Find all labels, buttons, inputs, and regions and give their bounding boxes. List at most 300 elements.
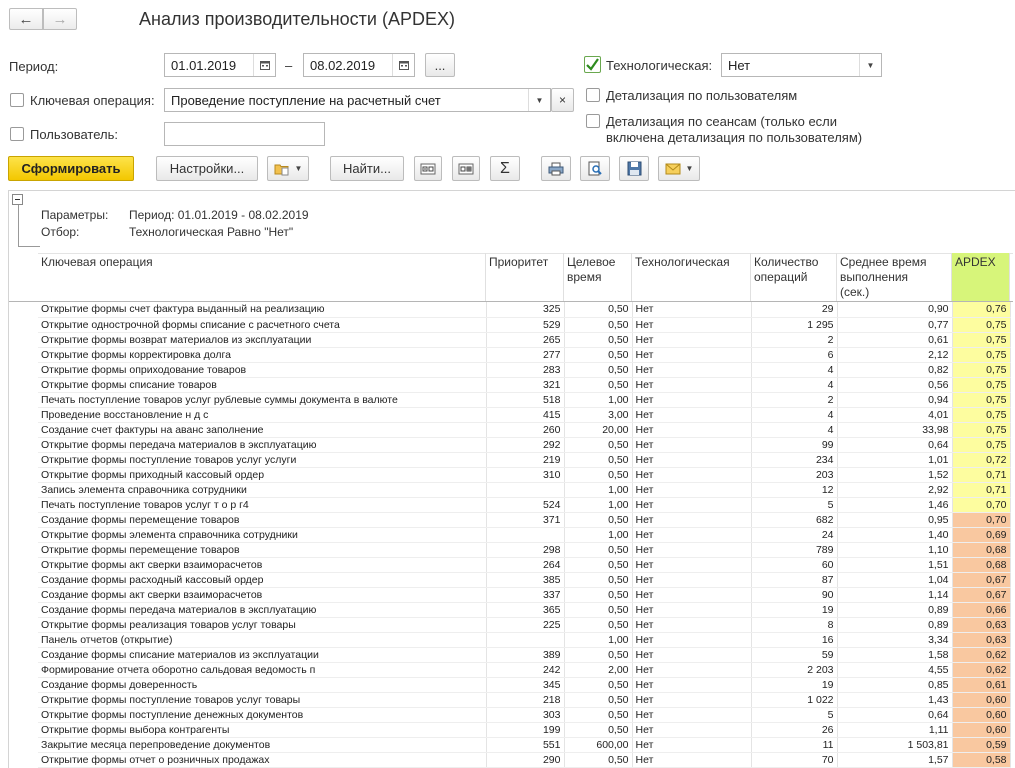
cell-avg: 0,77	[837, 317, 952, 332]
send-email-button[interactable]: ▼	[658, 156, 700, 181]
cell-operation: Создание формы расходный кассовый ордер	[38, 572, 486, 587]
cell-priority	[486, 482, 564, 497]
cell-count: 60	[751, 557, 837, 572]
key-op-checkbox[interactable]	[10, 93, 24, 107]
table-row[interactable]	[38, 692, 1010, 707]
cell-priority: 389	[486, 647, 564, 662]
cell-target: 1,00	[564, 497, 632, 512]
user-field[interactable]	[164, 122, 325, 146]
cell-apdex: 0,75	[952, 362, 1010, 377]
cell-priority: 225	[486, 617, 564, 632]
table-row[interactable]	[38, 332, 1010, 347]
cell-tech: Нет	[632, 497, 751, 512]
cell-apdex: 0,75	[952, 407, 1010, 422]
cell-count: 90	[751, 587, 837, 602]
cell-operation: Открытие формы передача материалов в эксплуатацию	[38, 437, 486, 452]
group-expand-icon	[458, 162, 474, 176]
cell-operation: Открытие формы поступление денежных документов	[38, 707, 486, 722]
detail-users-label: Детализация по пользователям	[606, 88, 798, 103]
report-area[interactable]	[8, 190, 1015, 768]
cell-tech: Нет	[632, 362, 751, 377]
cell-operation: Открытие формы приходный кассовый ордер	[38, 467, 486, 482]
table-row[interactable]	[38, 752, 1010, 767]
table-row[interactable]	[38, 302, 1010, 317]
cell-apdex: 0,68	[952, 557, 1010, 572]
cell-avg: 0,61	[837, 332, 952, 347]
col-header-count[interactable]: Количество операций	[751, 253, 837, 302]
col-header-tech[interactable]: Технологическая	[632, 253, 751, 302]
detail-users-checkbox[interactable]	[586, 88, 600, 102]
cell-priority: 298	[486, 542, 564, 557]
cell-tech: Нет	[632, 377, 751, 392]
cell-tech: Нет	[632, 467, 751, 482]
cell-tech: Нет	[632, 587, 751, 602]
key-op-label: Ключевая операция:	[30, 93, 155, 108]
table-row[interactable]	[38, 527, 1010, 542]
cell-operation: Открытие формы поступление товаров услуг товары	[38, 692, 486, 707]
table-row[interactable]	[38, 587, 1010, 602]
cell-target: 0,50	[564, 707, 632, 722]
cell-avg: 0,64	[837, 707, 952, 722]
cell-avg: 4,55	[837, 662, 952, 677]
forward-button[interactable]	[43, 8, 77, 30]
group-collapse-icon	[420, 162, 436, 176]
cell-apdex: 0,71	[952, 467, 1010, 482]
cell-operation: Открытие формы оприходование товаров	[38, 362, 486, 377]
cell-operation: Печать поступление товаров услуг рублевые суммы документа в валюте	[38, 392, 486, 407]
cell-tech: Нет	[632, 482, 751, 497]
back-button[interactable]	[9, 8, 43, 30]
cell-target: 0,50	[564, 317, 632, 332]
cell-count: 1 022	[751, 692, 837, 707]
cell-priority: 518	[486, 392, 564, 407]
cell-apdex: 0,60	[952, 707, 1010, 722]
cell-priority: 292	[486, 437, 564, 452]
table-row[interactable]	[38, 662, 1010, 677]
cell-tech: Нет	[632, 737, 751, 752]
cell-tech: Нет	[632, 347, 751, 362]
cell-operation: Открытие формы поступление товаров услуг услуги	[38, 452, 486, 467]
cell-target: 0,50	[564, 467, 632, 482]
cell-count: 4	[751, 362, 837, 377]
variants-dropdown-button[interactable]: ▼	[267, 156, 309, 181]
arrow-right-icon: →	[52, 10, 68, 28]
cell-priority: 337	[486, 587, 564, 602]
cell-tech: Нет	[632, 407, 751, 422]
save-button[interactable]	[619, 156, 649, 181]
col-header-operation[interactable]: Ключевая операция	[38, 253, 486, 302]
period-from-value: 01.01.2019	[171, 58, 237, 73]
cell-target: 0,50	[564, 572, 632, 587]
cell-apdex: 0,72	[952, 452, 1010, 467]
cell-tech: Нет	[632, 617, 751, 632]
cell-tech: Нет	[632, 317, 751, 332]
col-header-priority[interactable]: Приоритет	[486, 253, 564, 302]
cell-count: 29	[751, 302, 837, 317]
cell-tech: Нет	[632, 662, 751, 677]
cell-count: 4	[751, 422, 837, 437]
key-op-field[interactable]: Проведение поступление на расчетный счет ▼	[164, 88, 551, 112]
cell-apdex: 0,70	[952, 497, 1010, 512]
cell-tech: Нет	[632, 302, 751, 317]
table-row[interactable]	[38, 557, 1010, 572]
cell-avg: 4,01	[837, 407, 952, 422]
cell-tech: Нет	[632, 632, 751, 647]
table-row[interactable]	[38, 632, 1010, 647]
cell-operation: Запись элемента справочника сотрудники	[38, 482, 486, 497]
cell-avg: 0,89	[837, 602, 952, 617]
cell-priority: 385	[486, 572, 564, 587]
preview-button[interactable]	[580, 156, 610, 181]
cell-apdex: 0,67	[952, 587, 1010, 602]
cell-operation: Открытие формы выбора контрагенты	[38, 722, 486, 737]
print-button[interactable]	[541, 156, 571, 181]
tech-select[interactable]: Нет ▼	[721, 53, 882, 77]
cell-apdex: 0,69	[952, 527, 1010, 542]
report-table	[38, 302, 1011, 768]
table-row[interactable]	[38, 347, 1010, 362]
cell-tech: Нет	[632, 602, 751, 617]
preview-icon	[587, 161, 603, 176]
cell-count: 2	[751, 392, 837, 407]
col-header-target[interactable]: Целевое время	[564, 253, 632, 302]
cell-avg: 0,64	[837, 437, 952, 452]
page-title: Анализ производительности (APDEX)	[139, 9, 455, 29]
sigma-icon: Σ	[500, 159, 510, 177]
cell-tech: Нет	[632, 392, 751, 407]
cell-count: 19	[751, 677, 837, 692]
table-row[interactable]	[38, 647, 1010, 662]
cell-target: 0,50	[564, 302, 632, 317]
cell-target: 0,50	[564, 557, 632, 572]
cell-priority: 277	[486, 347, 564, 362]
cell-avg: 1,58	[837, 647, 952, 662]
cell-apdex: 0,70	[952, 512, 1010, 527]
table-row[interactable]	[38, 707, 1010, 722]
cell-tech: Нет	[632, 512, 751, 527]
table-row[interactable]	[38, 437, 1010, 452]
cell-priority: 321	[486, 377, 564, 392]
cell-target: 0,50	[564, 362, 632, 377]
cell-tech: Нет	[632, 542, 751, 557]
expand-groups-button[interactable]	[452, 156, 480, 181]
printer-icon	[548, 162, 564, 176]
cell-target: 3,00	[564, 407, 632, 422]
generate-button[interactable]: Сформировать	[8, 156, 134, 181]
col-header-apdex[interactable]: APDEX	[952, 253, 1010, 302]
params-value: Период: 01.01.2019 - 08.02.2019	[129, 208, 309, 222]
find-button[interactable]: Найти...	[330, 156, 404, 181]
close-icon: ×	[558, 93, 566, 107]
cell-count: 70	[751, 752, 837, 767]
cell-operation: Открытие формы корректировка долга	[38, 347, 486, 362]
cell-priority: 199	[486, 722, 564, 737]
cell-avg: 3,34	[837, 632, 952, 647]
cell-avg: 33,98	[837, 422, 952, 437]
detail-sessions-label-line2: включена детализация по пользователям)	[606, 130, 863, 145]
table-row[interactable]	[38, 722, 1010, 737]
cell-count: 1 295	[751, 317, 837, 332]
collapse-toggle[interactable]	[12, 194, 23, 205]
collapse-groups-button[interactable]	[414, 156, 442, 181]
cell-operation: Печать поступление товаров услуг т о р г4	[38, 497, 486, 512]
tech-checkbox[interactable]	[584, 56, 601, 73]
table-row[interactable]	[38, 617, 1010, 632]
cell-target: 0,50	[564, 647, 632, 662]
cell-avg: 0,95	[837, 512, 952, 527]
cell-target: 0,50	[564, 722, 632, 737]
period-label: Период:	[9, 59, 59, 74]
cell-target: 20,00	[564, 422, 632, 437]
cell-priority: 260	[486, 422, 564, 437]
table-row[interactable]	[38, 377, 1010, 392]
cell-operation: Открытие формы списание товаров	[38, 377, 486, 392]
sum-button[interactable]	[490, 156, 520, 181]
cell-tech: Нет	[632, 707, 751, 722]
table-row[interactable]	[38, 602, 1010, 617]
cell-avg: 0,94	[837, 392, 952, 407]
cell-avg: 1,04	[837, 572, 952, 587]
cell-count: 87	[751, 572, 837, 587]
cell-tech: Нет	[632, 437, 751, 452]
cell-target: 0,50	[564, 332, 632, 347]
table-row[interactable]	[38, 317, 1010, 332]
cell-priority: 524	[486, 497, 564, 512]
cell-count: 19	[751, 602, 837, 617]
table-row[interactable]	[38, 542, 1010, 557]
user-label: Пользователь:	[30, 127, 118, 142]
cell-priority: 365	[486, 602, 564, 617]
cell-priority: 242	[486, 662, 564, 677]
cell-operation: Открытие формы счет фактура выданный на реализацию	[38, 302, 486, 317]
cell-avg: 1,14	[837, 587, 952, 602]
cell-operation: Открытие формы акт сверки взаиморасчетов	[38, 557, 486, 572]
cell-apdex: 0,63	[952, 617, 1010, 632]
cell-avg: 1,43	[837, 692, 952, 707]
tech-label: Технологическая:	[606, 58, 713, 73]
cell-operation: Открытие формы элемента справочника сотрудники	[38, 527, 486, 542]
params-label: Параметры:	[41, 208, 109, 222]
cell-avg: 1,10	[837, 542, 952, 557]
cell-target: 0,50	[564, 677, 632, 692]
cell-count: 4	[751, 377, 837, 392]
cell-operation: Открытие формы перемещение товаров	[38, 542, 486, 557]
cell-priority: 290	[486, 752, 564, 767]
cell-apdex: 0,76	[952, 302, 1010, 317]
key-op-clear-button[interactable]	[551, 88, 574, 112]
tree-line	[18, 205, 19, 247]
cell-target: 0,50	[564, 437, 632, 452]
cell-operation: Создание формы списание материалов из эксплуатации	[38, 647, 486, 662]
cell-apdex: 0,68	[952, 542, 1010, 557]
settings-button[interactable]: Настройки...	[156, 156, 258, 181]
cell-count: 4	[751, 407, 837, 422]
period-from-field[interactable]	[164, 53, 276, 77]
cell-count: 99	[751, 437, 837, 452]
cell-count: 2 203	[751, 662, 837, 677]
cell-operation: Открытие формы отчет о розничных продажах	[38, 752, 486, 767]
cell-target: 1,00	[564, 527, 632, 542]
calendar-icon[interactable]	[253, 54, 275, 76]
table-row[interactable]	[38, 362, 1010, 377]
cell-target: 0,50	[564, 542, 632, 557]
cell-tech: Нет	[632, 677, 751, 692]
cell-priority: 218	[486, 692, 564, 707]
cell-operation: Формирование отчета оборотно сальдовая ведомость п	[38, 662, 486, 677]
cell-avg: 1,57	[837, 752, 952, 767]
cell-tech: Нет	[632, 752, 751, 767]
cell-avg: 2,12	[837, 347, 952, 362]
period-dash: –	[285, 58, 293, 73]
cell-target: 0,50	[564, 347, 632, 362]
table-row[interactable]	[38, 482, 1010, 497]
cell-apdex: 0,60	[952, 692, 1010, 707]
col-header-avg[interactable]: Среднее время выполнения (сек.)	[837, 253, 952, 302]
cell-avg: 1 503,81	[837, 737, 952, 752]
cell-target: 1,00	[564, 392, 632, 407]
table-row[interactable]	[38, 407, 1010, 422]
cell-count: 8	[751, 617, 837, 632]
cell-avg: 0,85	[837, 677, 952, 692]
cell-avg: 1,11	[837, 722, 952, 737]
cell-apdex: 0,61	[952, 677, 1010, 692]
cell-tech: Нет	[632, 557, 751, 572]
cell-avg: 0,89	[837, 617, 952, 632]
cell-target: 2,00	[564, 662, 632, 677]
cell-count: 5	[751, 707, 837, 722]
cell-tech: Нет	[632, 422, 751, 437]
cell-tech: Нет	[632, 722, 751, 737]
cell-target: 0,50	[564, 587, 632, 602]
calendar-icon[interactable]	[392, 54, 414, 76]
table-row[interactable]	[38, 512, 1010, 527]
cell-apdex: 0,75	[952, 437, 1010, 452]
cell-count: 203	[751, 467, 837, 482]
table-row[interactable]	[38, 422, 1010, 437]
period-to-field[interactable]	[303, 53, 415, 77]
cell-avg: 1,52	[837, 467, 952, 482]
detail-sessions-checkbox[interactable]	[586, 114, 600, 128]
cell-target: 0,50	[564, 752, 632, 767]
table-row[interactable]	[38, 737, 1010, 752]
cell-apdex: 0,67	[952, 572, 1010, 587]
cell-target: 0,50	[564, 692, 632, 707]
cell-priority	[486, 632, 564, 647]
cell-count: 789	[751, 542, 837, 557]
cell-operation: Создание формы передача материалов в эксплуатацию	[38, 602, 486, 617]
cell-target: 0,50	[564, 377, 632, 392]
cell-apdex: 0,62	[952, 662, 1010, 677]
cell-target: 0,50	[564, 617, 632, 632]
cell-apdex: 0,75	[952, 422, 1010, 437]
cell-priority: 219	[486, 452, 564, 467]
checkmark-icon	[585, 57, 600, 72]
cell-tech: Нет	[632, 647, 751, 662]
cell-operation: Открытие формы возврат материалов из эксплуатации	[38, 332, 486, 347]
save-icon	[627, 161, 642, 176]
cell-priority	[486, 527, 564, 542]
cell-apdex: 0,62	[952, 647, 1010, 662]
cell-avg: 1,40	[837, 527, 952, 542]
cell-operation: Создание формы перемещение товаров	[38, 512, 486, 527]
envelope-icon	[665, 163, 681, 175]
cell-avg: 0,90	[837, 302, 952, 317]
tree-line	[18, 246, 40, 247]
cell-priority: 310	[486, 467, 564, 482]
cell-count: 11	[751, 737, 837, 752]
cell-count: 5	[751, 497, 837, 512]
table-row[interactable]	[38, 572, 1010, 587]
cell-apdex: 0,63	[952, 632, 1010, 647]
cell-priority: 551	[486, 737, 564, 752]
cell-apdex: 0,60	[952, 722, 1010, 737]
filter-label: Отбор:	[41, 225, 80, 239]
cell-apdex: 0,75	[952, 392, 1010, 407]
cell-avg: 0,82	[837, 362, 952, 377]
cell-count: 234	[751, 452, 837, 467]
cell-priority: 529	[486, 317, 564, 332]
cell-avg: 1,01	[837, 452, 952, 467]
table-row[interactable]	[38, 467, 1010, 482]
cell-count: 24	[751, 527, 837, 542]
table-row[interactable]	[38, 392, 1010, 407]
cell-operation: Создание формы доверенность	[38, 677, 486, 692]
cell-target: 0,50	[564, 452, 632, 467]
table-row[interactable]	[38, 497, 1010, 512]
cell-target: 1,00	[564, 482, 632, 497]
cell-tech: Нет	[632, 692, 751, 707]
cell-target: 1,00	[564, 632, 632, 647]
cell-priority: 371	[486, 512, 564, 527]
period-to-value: 08.02.2019	[310, 58, 376, 73]
cell-count: 12	[751, 482, 837, 497]
cell-priority: 303	[486, 707, 564, 722]
cell-count: 16	[751, 632, 837, 647]
folder-icon	[274, 162, 290, 176]
cell-operation: Создание формы акт сверки взаиморасчетов	[38, 587, 486, 602]
table-row[interactable]	[38, 452, 1010, 467]
chevron-down-icon[interactable]: ▼	[859, 54, 881, 76]
chevron-down-icon[interactable]: ▼	[528, 89, 550, 111]
cell-operation: Проведение восстановление н д с	[38, 407, 486, 422]
cell-avg: 2,92	[837, 482, 952, 497]
cell-apdex: 0,75	[952, 317, 1010, 332]
cell-apdex: 0,75	[952, 347, 1010, 362]
cell-operation: Закрытие месяца перепроведение документов	[38, 737, 486, 752]
period-select-button[interactable]: ...	[425, 53, 455, 77]
cell-target: 0,50	[564, 512, 632, 527]
cell-operation: Панель отчетов (открытие)	[38, 632, 486, 647]
cell-target: 0,50	[564, 602, 632, 617]
cell-count: 2	[751, 332, 837, 347]
cell-count: 6	[751, 347, 837, 362]
cell-operation: Открытие однострочной формы списание с расчетного счета	[38, 317, 486, 332]
table-row[interactable]	[38, 677, 1010, 692]
cell-apdex: 0,58	[952, 752, 1010, 767]
cell-priority: 415	[486, 407, 564, 422]
arrow-left-icon: ←	[18, 10, 34, 28]
cell-priority: 283	[486, 362, 564, 377]
cell-priority: 265	[486, 332, 564, 347]
cell-avg: 1,51	[837, 557, 952, 572]
cell-count: 682	[751, 512, 837, 527]
user-checkbox[interactable]	[10, 127, 24, 141]
cell-count: 26	[751, 722, 837, 737]
cell-tech: Нет	[632, 527, 751, 542]
cell-tech: Нет	[632, 332, 751, 347]
cell-priority: 345	[486, 677, 564, 692]
cell-apdex: 0,75	[952, 332, 1010, 347]
